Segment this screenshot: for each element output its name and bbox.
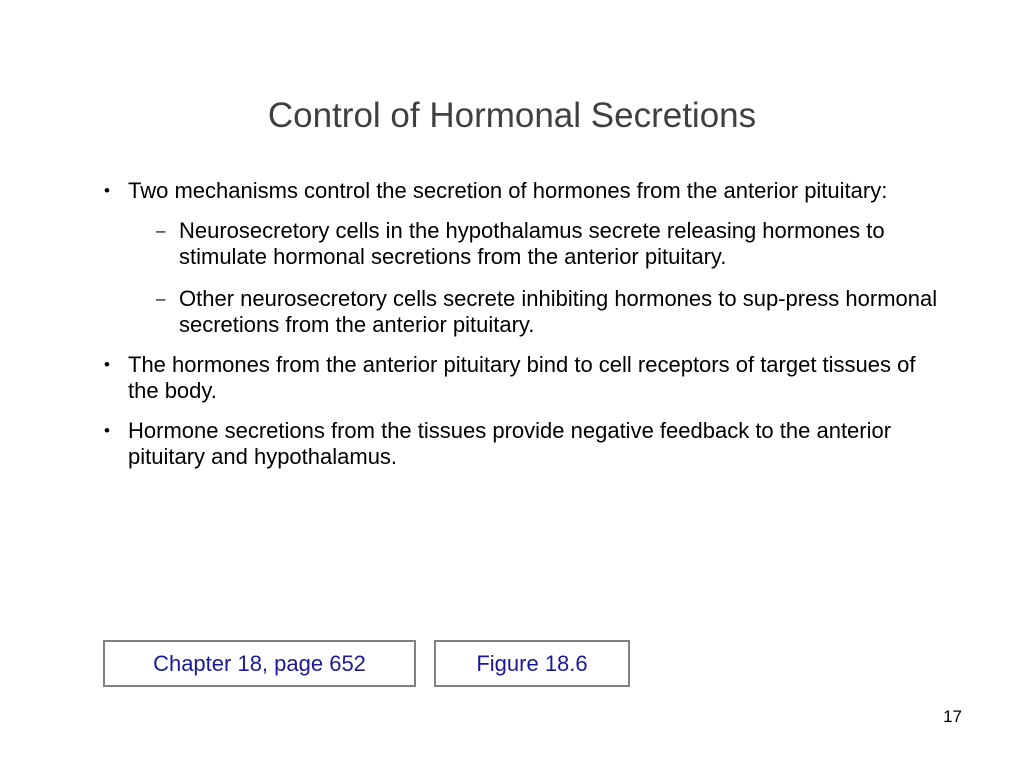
bullet-marker: • xyxy=(104,181,110,200)
bullet-item xyxy=(100,352,950,404)
sub-bullet-marker: – xyxy=(156,289,166,308)
bullet-text: The hormones from the anterior pituitary bind to cell receptors of target tissues of the body. xyxy=(128,352,916,403)
sub-bullet-marker: – xyxy=(156,221,166,240)
page-number: 17 xyxy=(943,707,962,726)
bullet-marker: • xyxy=(104,355,110,374)
sub-bullet-item xyxy=(128,218,950,270)
bullet-item xyxy=(100,178,950,338)
sub-bullet-text: Neurosecretory cells in the hypothalamus secrete releasing hormones to stimulate hormonal secretions from the anterior pituitary. xyxy=(179,218,885,269)
bullet-text: Hormone secretions from the tissues provide negative feedback to the anterior pituitary and hypothalamus. xyxy=(128,418,892,469)
slide-title: Control of Hormonal Secretions xyxy=(267,96,757,135)
chapter-reference-button[interactable]: Chapter 18, page 652 xyxy=(103,640,416,687)
sub-bullet-text: Other neurosecretory cells secrete inhibiting hormones to sup-press hormonal secretions from the anterior pituitary. xyxy=(179,286,938,337)
bullet-marker: • xyxy=(104,421,110,440)
figure-reference-button[interactable]: Figure 18.6 xyxy=(434,640,630,687)
sub-bullet-list xyxy=(128,218,950,338)
bullet-list xyxy=(100,178,950,484)
sub-bullet-item xyxy=(128,286,950,338)
bullet-item xyxy=(100,418,950,470)
bullet-text: Two mechanisms control the secretion of hormones from the anterior pituitary: xyxy=(128,178,888,203)
